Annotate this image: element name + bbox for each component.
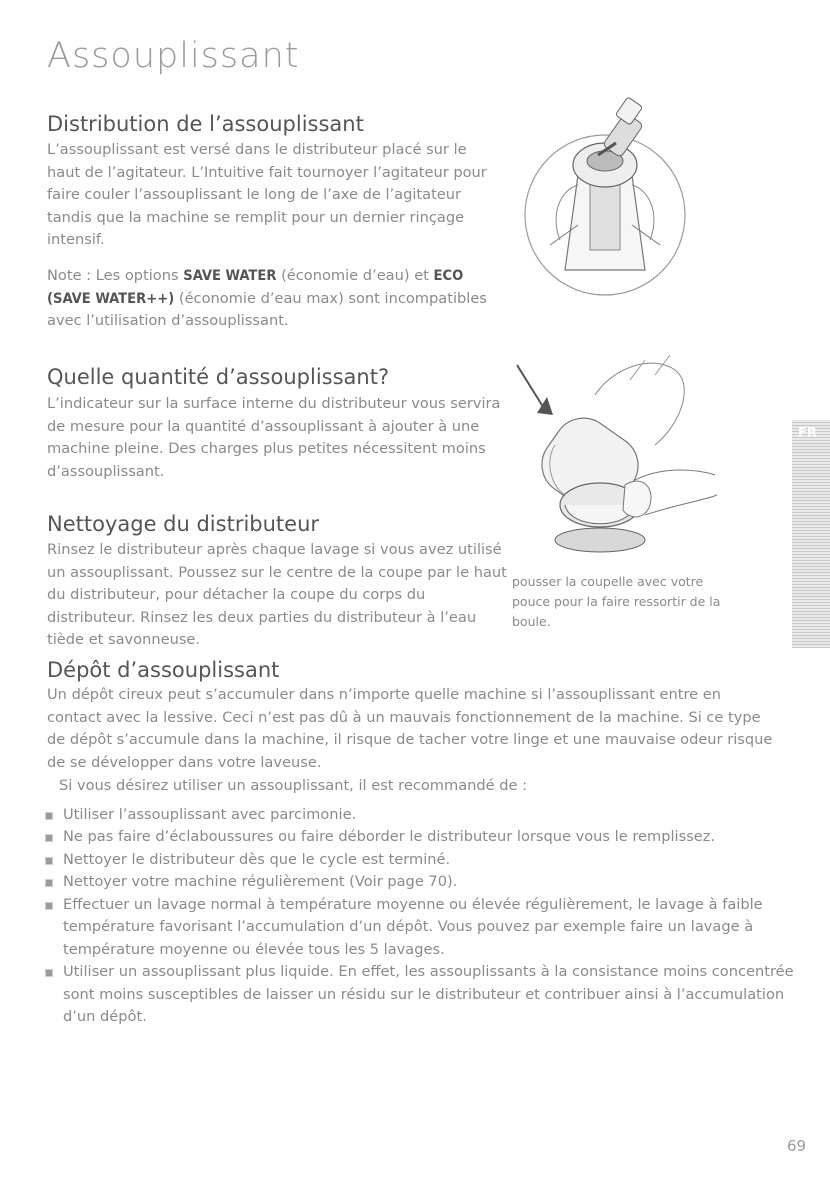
dispenser-agitator-illustration (520, 95, 695, 300)
section-heading-cleaning: Nettoyage du distributeur (47, 512, 320, 536)
list-item-text: Effectuer un lavage normal à température moyenne ou élevée régulièrement, le lavage à faible température favorisant l’accumulation d’un dépôt. Vous pouvez par exemple faire un lavage à température moyenne ou élevée tous les 5 lavages. (63, 895, 763, 958)
section-heading-quantity: Quelle quantité d’assouplissant? (47, 365, 390, 389)
list-item (45, 804, 805, 827)
deposit-body-text: Un dépôt cireux peut s’accumuler dans n’importe quelle machine si l’assouplissant entre en contact avec la lessive. Ceci n’est pas dû à un mauvais fonctionnement de la machine. Si ce type de dépôt s’accumule dans la machine, il risque de tacher votre linge et une mauvaise odeur risque de se développer dans votre laveuse. (47, 686, 773, 771)
recommendation-intro: Si vous désirez utiliser un assouplissant, il est recommandé de : (59, 777, 528, 794)
list-item-text: Nettoyer le distributeur dès que le cycle est terminé. (63, 850, 451, 868)
list-item (45, 961, 805, 1029)
section-heading-deposit: Dépôt d’assouplissant (47, 658, 280, 682)
list-item-text: Nettoyer votre machine régulièrement (Voir page 70). (63, 873, 458, 890)
note-prefix: Note : Les options (47, 267, 184, 284)
recommendation-list (45, 804, 805, 1029)
bullet-icon (45, 902, 53, 910)
distribution-body: L’assouplissant est versé dans le distributeur placé sur le haut de l’agitateur. L’Intuitive fait tournoyer l’agitateur pour faire couler l’assouplissant le long de l’axe de l’agitateur tandis que la machine se remplit pour un dernier rinçage intensif. (47, 141, 487, 248)
list-item (45, 849, 805, 872)
page-number: 69 (787, 1137, 807, 1155)
eco-option: ECO (SAVE WATER++) (47, 267, 464, 307)
language-tab (792, 420, 830, 648)
page-title: Assouplissant (47, 36, 300, 76)
bullet-icon (45, 834, 53, 842)
list-item (45, 894, 805, 962)
list-item-text: Utiliser l’assouplissant avec parcimonie. (63, 805, 357, 823)
list-item (45, 826, 805, 849)
distribution-note (47, 265, 497, 333)
hand-pushing-cup-illustration (505, 355, 720, 565)
bullet-icon (45, 812, 53, 820)
section-heading-distribution: Distribution de l’assouplissant (47, 112, 364, 136)
note-mid: (économie d’eau) et (276, 267, 434, 284)
language-tab-label: FR (798, 426, 817, 441)
illustration-caption: pousser la coupelle avec votre pouce pour la faire ressortir de la boule. (512, 574, 721, 629)
note-suffix: (économie d’eau max) sont incompatibles avec l’utilisation d’assouplissant. (47, 289, 487, 329)
list-item-text: Utiliser un assouplissant plus liquide. En effet, les assouplissants à la consistance moins concentrée sont moins susceptibles de laisser un résidu sur le distributeur et contribuer ainsi à l’accumulation d’un dépôt. (63, 963, 794, 1025)
bullet-icon (45, 857, 53, 865)
list-item-text: Ne pas faire d’éclaboussures ou faire déborder le distributeur lorsque vous le remplissez. (63, 828, 716, 845)
cleaning-body: Rinsez le distributeur après chaque lavage si vous avez utilisé un assouplissant. Poussez sur le centre de la coupe par le haut du distributeur, pour détacher la coupe du corps du distributeur. Rinsez les deux parties du distributeur à l’eau tiède et savonneuse. (47, 541, 507, 648)
quantity-body: L’indicateur sur la surface interne du distributeur vous servira de mesure pour la quantité d’assouplissant à ajouter à une machine pleine. Des charges plus petites nécessitent moins d’assouplissant. (47, 395, 501, 480)
bullet-icon (45, 879, 53, 887)
bullet-icon (45, 969, 53, 977)
list-item (45, 871, 805, 894)
save-water-option: SAVE WATER (183, 267, 277, 284)
